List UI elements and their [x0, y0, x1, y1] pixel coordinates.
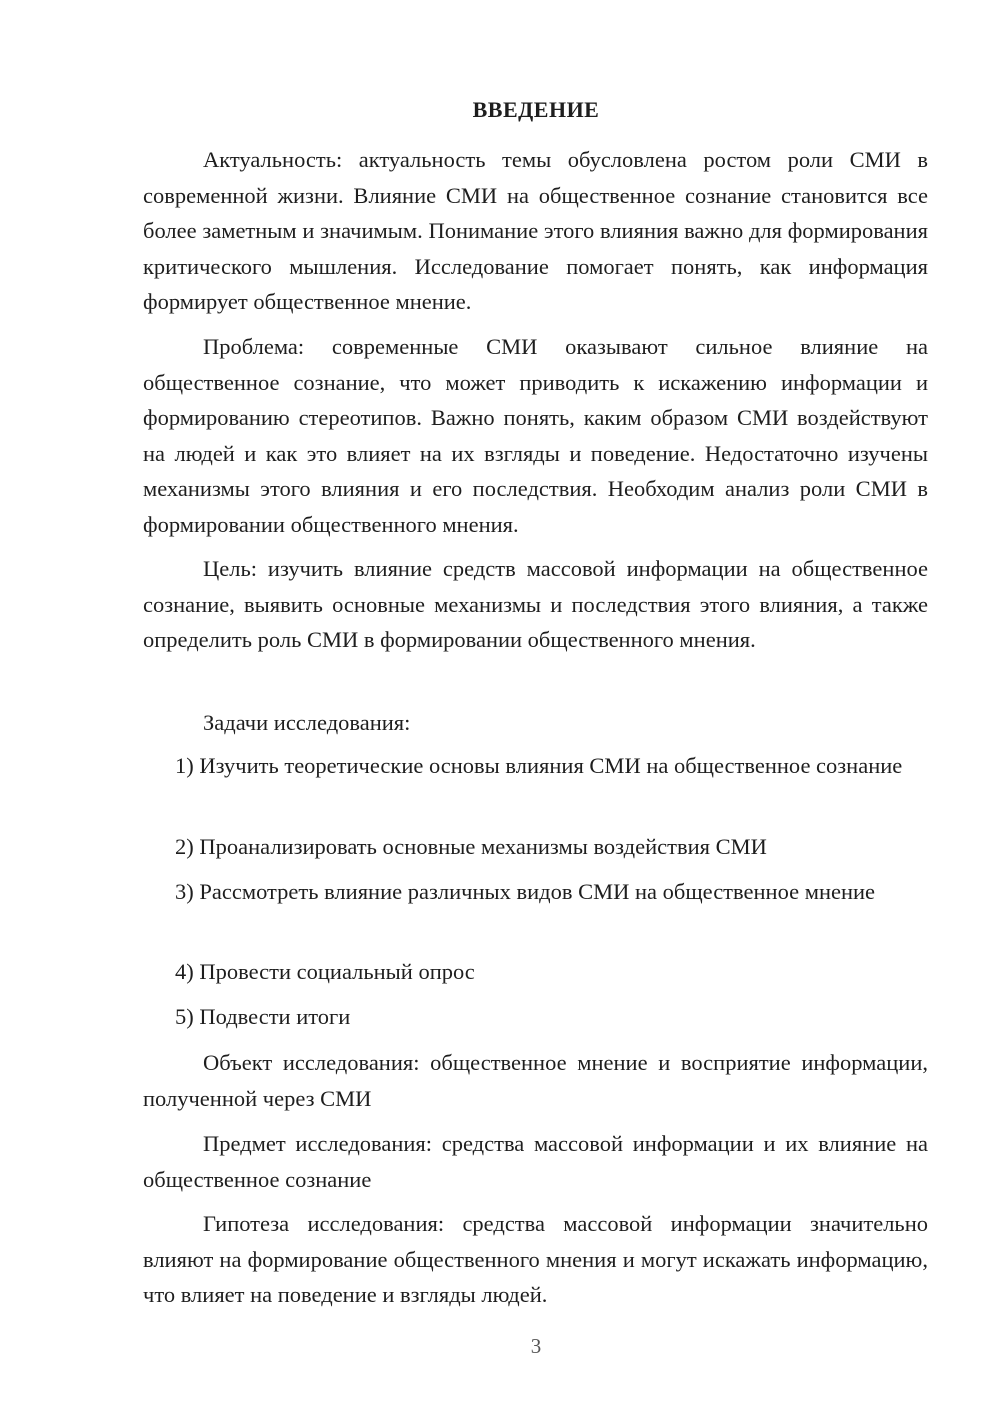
section-title: ВВЕДЕНИЕ: [472, 97, 600, 122]
task-item-4: 4) Провести социальный опрос: [175, 959, 475, 984]
paragraph-goal: Цель: изучить влияние средств массовой информации на общественное сознание, выявить основные механизмы и последствия этого влияния, а также определить роль СМИ в формировании общественного мнения.: [143, 556, 928, 652]
task-item-2: 2) Проанализировать основные механизмы воздействия СМИ: [175, 834, 767, 859]
paragraph-relevance: Актуальность: актуальность темы обусловлена ростом роли СМИ в современной жизни. Влияние СМИ на общественное сознание становится все более заметным и значимым. Понимание этого влияния важно для формирования критического мышления. Исследование помогает понять, как информация формирует общественное мнение.: [143, 147, 928, 314]
paragraph-object: Объект исследования: общественное мнение и восприятие информации, полученной через СМИ: [143, 1050, 928, 1111]
paragraph-hypothesis: Гипотеза исследования: средства массовой информации значительно влияют на формирование общественного мнения и могут искажать информацию, что влияет на поведение и взгляды людей.: [143, 1211, 928, 1307]
task-item-5: 5) Подвести итоги: [175, 1004, 351, 1029]
page-number: 3: [530, 1334, 542, 1358]
tasks-heading: Задачи исследования:: [203, 710, 411, 735]
paragraph-subject: Предмет исследования: средства массовой информации и их влияние на общественное сознание: [143, 1131, 928, 1192]
task-item-1: 1) Изучить теоретические основы влияния СМИ на общественное сознание: [175, 753, 903, 778]
task-item-3: 3) Рассмотреть влияние различных видов СМИ на общественное мнение: [175, 879, 876, 904]
paragraph-problem: Проблема: современные СМИ оказывают сильное влияние на общественное сознание, что может приводить к искажению информации и формированию стереотипов. Важно понять, каким образом СМИ воздействуют на людей и как это влияет на их взгляды и поведение. Недостаточно изучены механизмы этого влияния и его последствия. Необходим анализ роли СМИ в формировании общественного мнения.: [143, 334, 928, 537]
